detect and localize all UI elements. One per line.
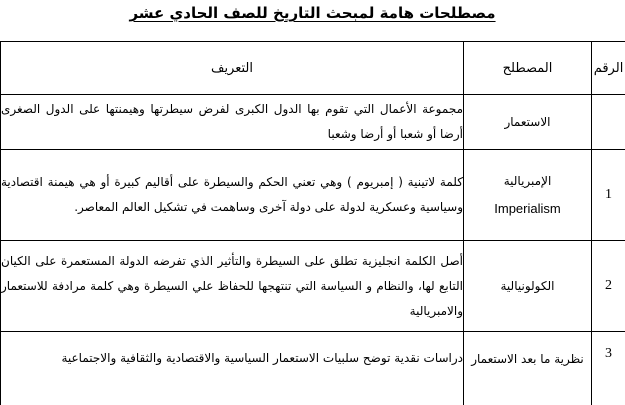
term-text: الكولونيالية bbox=[500, 278, 555, 293]
row-number: 3 bbox=[592, 332, 625, 405]
row-definition: أصل الكلمة انجليزية تطلق على السيطرة والتأثير الذي تفرضه الدولة المستعمرة على الكيان التابع لها، والنظام و السياسة التي تنتهجها للحفاظ علي السيطرة وهي كلمة مرادفة للاستعمار والامبريالية bbox=[1, 241, 464, 332]
table-row bbox=[1, 241, 625, 332]
header-definition: التعريف bbox=[1, 42, 464, 95]
header-number: الرقم bbox=[592, 42, 625, 95]
table-row bbox=[1, 332, 625, 405]
row-term bbox=[464, 150, 592, 241]
term-text: نظرية ما بعد الاستعمار bbox=[471, 352, 584, 366]
table-row bbox=[1, 150, 625, 241]
page-title: مصطلحات هامة لمبحث التاريخ للصف الحادي عشر bbox=[129, 4, 496, 22]
header-term: المصطلح bbox=[464, 42, 592, 95]
row-definition: مجموعة الأعمال التي تقوم بها الدول الكبرى لفرض سيطرتها وهيمنتها على الدول الصغرى أرضا أو شعبا أو أرضا وشعبا bbox=[1, 95, 464, 150]
row-number: 1 bbox=[592, 150, 625, 241]
row-number bbox=[592, 95, 625, 150]
terms-table bbox=[0, 41, 625, 405]
row-definition: دراسات نقدية توضح سلبيات الاستعمار السياسية والاقتصادية والثقافية والاجتماعية bbox=[1, 332, 464, 405]
term-latin-text: Imperialism bbox=[494, 201, 561, 216]
term-text: الإمبريالية bbox=[503, 174, 552, 188]
row-term bbox=[464, 241, 592, 332]
term-text: الاستعمار bbox=[504, 114, 551, 129]
table-header-row bbox=[1, 42, 625, 95]
row-number: 2 bbox=[592, 241, 625, 332]
row-term bbox=[464, 95, 592, 150]
row-term bbox=[464, 332, 592, 405]
table-row bbox=[1, 95, 625, 150]
row-definition: كلمة لاتينية ( إمبريوم ) وهي تعني الحكم والسيطرة على أقاليم كبيرة أو هي هيمنة اقتصادية وسياسية وعسكرية لدولة على دولة آخرى وساهمت في تشكيل العالم المعاصر. bbox=[1, 150, 464, 241]
